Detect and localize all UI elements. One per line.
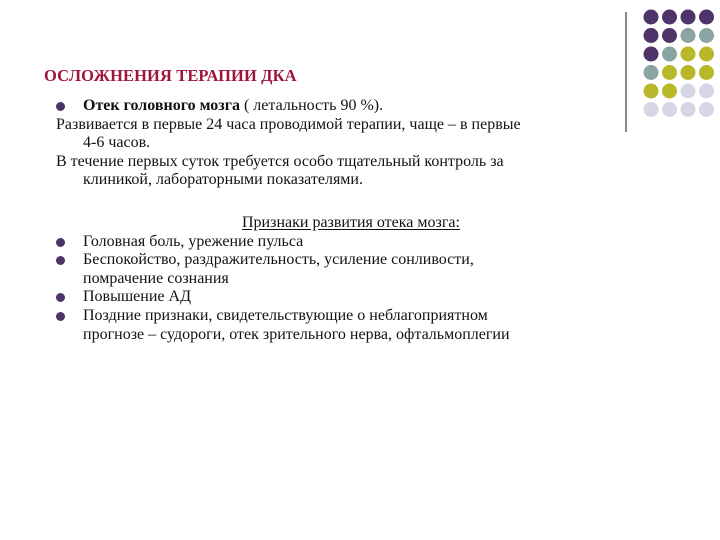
decor-dot xyxy=(662,65,677,80)
sign-text-continued: прогнозе – судороги, отек зрительного нерва, офтальмоплегии xyxy=(83,325,510,343)
decor-dot xyxy=(699,28,714,43)
paragraph-monitoring-line2: клиникой, лабораторными показателями. xyxy=(83,171,363,189)
decor-dot xyxy=(644,47,659,62)
decor-dot xyxy=(699,102,714,117)
bullet-dot-icon xyxy=(56,102,65,111)
sign-text: Головная боль, урежение пульса xyxy=(83,232,304,250)
decor-dot xyxy=(644,65,659,80)
sign-item xyxy=(56,307,696,344)
decor-dot xyxy=(644,10,659,25)
decor-dot xyxy=(662,47,677,62)
decor-dot xyxy=(644,28,659,43)
paragraph-onset xyxy=(56,116,696,153)
paragraph-monitoring xyxy=(56,153,696,190)
bullet-item-brain-edema xyxy=(56,97,696,116)
bullet-dot-icon xyxy=(56,293,65,302)
decor-dot xyxy=(681,47,696,62)
decor-dot xyxy=(699,47,714,62)
decor-dot xyxy=(662,28,677,43)
bullet-dot-icon xyxy=(56,238,65,247)
decor-dot xyxy=(699,84,714,99)
slide-body xyxy=(56,97,696,344)
paragraph-onset-line2: 4-6 часов. xyxy=(83,134,151,152)
bullet-dot-icon xyxy=(56,312,65,321)
decor-dot xyxy=(699,10,714,25)
paragraph-monitoring-line1: В течение первых суток требуется особо тщательный контроль за xyxy=(56,152,504,170)
sign-text: Поздние признаки, свидетельствующие о неблагоприятном xyxy=(83,306,488,324)
sign-item xyxy=(56,251,696,288)
sign-text: Повышение АД xyxy=(83,288,191,306)
brain-edema-label: Отек головного мозга xyxy=(83,97,240,114)
slide-title: ОСЛОЖНЕНИЯ ТЕРАПИИ ДКА xyxy=(44,66,297,85)
decor-dot xyxy=(681,28,696,43)
sign-text: Беспокойство, раздражительность, усиление сонливости, xyxy=(83,251,474,269)
decor-dot xyxy=(699,65,714,80)
decor-dot xyxy=(662,10,677,25)
signs-heading: Признаки развития отека мозга: xyxy=(242,213,460,231)
sign-text-continued: помрачение сознания xyxy=(83,269,229,287)
brain-edema-mortality: ( летальность 90 %). xyxy=(239,97,384,114)
decor-dot xyxy=(681,10,696,25)
paragraph-onset-line1: Развивается в первые 24 часа проводимой терапии, чаще – в первые xyxy=(56,115,521,133)
decor-dot xyxy=(681,65,696,80)
bullet-dot-icon xyxy=(56,256,65,265)
sign-item xyxy=(56,233,696,252)
sign-item xyxy=(56,288,696,307)
